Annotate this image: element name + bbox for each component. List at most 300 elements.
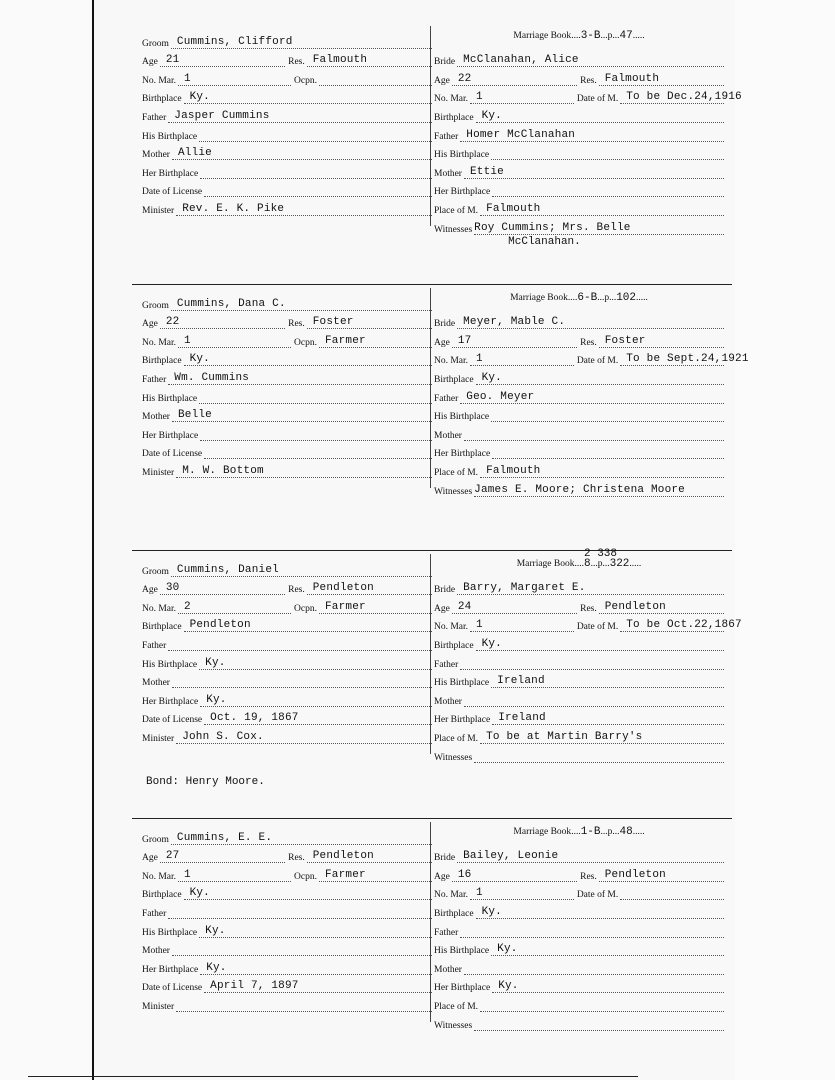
- field-row: [434, 845, 724, 864]
- field-value-line: [470, 353, 574, 366]
- field-row: [434, 49, 724, 68]
- field-value-line: [204, 446, 432, 459]
- field-row: [434, 956, 724, 975]
- field-label: His Birthplace: [142, 131, 198, 142]
- field-value: Ky.: [481, 371, 502, 384]
- field-label: No. Mar.: [142, 75, 177, 86]
- field-value-line: [491, 675, 724, 688]
- marriage-book-ref: 2 338 Marriage Book....8...p...322.....: [516, 548, 642, 570]
- field-label: Witnesses: [434, 752, 473, 763]
- field-label: Her Birthplace: [434, 187, 491, 198]
- field-label: His Birthplace: [434, 946, 490, 957]
- field-row: [142, 882, 432, 901]
- field-value-line: [452, 73, 577, 86]
- field-value: Falmouth: [486, 464, 541, 477]
- field-label: His Birthplace: [434, 678, 490, 689]
- field-value-line: [620, 353, 749, 366]
- marriage-book-label: Marriage Book: [516, 559, 575, 569]
- marriage-book-ref: Marriage Book....6-B...p...102.....: [510, 292, 648, 304]
- field-label: Her Birthplace: [434, 449, 491, 460]
- field-label: Her Birthplace: [434, 715, 491, 726]
- field-row: [142, 49, 432, 68]
- field-value-line: [319, 869, 432, 882]
- field-value: Oct. 19, 1867: [210, 712, 299, 725]
- field-value: Ky.: [206, 961, 227, 974]
- field-label: Res.: [288, 57, 305, 68]
- field-row: [434, 142, 724, 161]
- field-value: Cummins, E. E.: [176, 831, 273, 844]
- field-label: Bride: [434, 853, 456, 864]
- field-row: [434, 725, 724, 744]
- field-label: Mother: [434, 696, 462, 707]
- field-label: Minister: [142, 733, 175, 744]
- field-label: Age: [142, 57, 158, 68]
- field-value-line: [457, 850, 724, 863]
- field-value-line: [319, 601, 432, 614]
- field-value-line: [491, 409, 724, 422]
- field-value: Meyer, Mable C.: [463, 316, 566, 329]
- field-value-line: [464, 428, 724, 441]
- field-label: Date of License: [142, 983, 203, 994]
- field-row: [434, 216, 724, 248]
- field-label: Bride: [434, 319, 456, 330]
- field-value: Ky.: [189, 887, 210, 900]
- field-row: [142, 707, 432, 726]
- field-row: [434, 459, 724, 478]
- field-value: 1: [184, 334, 191, 347]
- field-label: Place of M.: [434, 733, 479, 744]
- field-label: Place of M.: [434, 1001, 479, 1012]
- field-label: Mother: [142, 150, 170, 161]
- field-row: [142, 104, 432, 123]
- field-label: Age: [142, 853, 158, 864]
- record-separator: [132, 818, 732, 819]
- field-value: Roy Cummins; Mrs. Belle: [474, 221, 631, 234]
- field-value-line: [168, 638, 432, 651]
- field-value-line: [200, 428, 432, 441]
- field-label: Father: [434, 659, 459, 670]
- field-label: Father: [434, 131, 459, 142]
- field-value-line: [599, 73, 724, 86]
- field-value-line: [476, 906, 724, 919]
- field-value: Pendleton: [604, 868, 666, 881]
- right-margin: [733, 0, 835, 1080]
- bride-column: [434, 292, 749, 497]
- field-value: Jasper Cummins: [174, 109, 270, 122]
- page-value: 322: [609, 558, 630, 570]
- field-value-line: [480, 465, 724, 478]
- field-value: 16: [457, 868, 472, 881]
- field-row: [434, 441, 724, 460]
- field-value: Falmouth: [312, 54, 368, 67]
- field-row: [434, 577, 724, 596]
- field-value: 1: [184, 72, 191, 85]
- field-value-line: [452, 335, 577, 348]
- field-value-line: [452, 869, 577, 882]
- field-value: McClanahan, Alice: [463, 54, 579, 67]
- field-value-line: [476, 638, 724, 651]
- field-row: [142, 459, 432, 478]
- field-value-line: [172, 675, 432, 688]
- field-value: M. W. Bottom: [182, 464, 264, 477]
- field-row: [142, 348, 432, 367]
- field-label: Res.: [580, 871, 597, 882]
- field-label: Witnesses: [434, 224, 473, 235]
- field-value-line: [620, 91, 742, 104]
- field-row: [434, 688, 724, 707]
- field-value: Ireland: [497, 675, 545, 688]
- field-value-line: [460, 391, 724, 404]
- field-row: [434, 104, 724, 123]
- field-label: Ocpn.: [294, 603, 317, 614]
- field-row: [142, 385, 432, 404]
- field-label: Father: [434, 393, 459, 404]
- field-label: His Birthplace: [434, 412, 490, 423]
- field-row: [434, 329, 724, 348]
- field-label: Birthplace: [434, 112, 474, 123]
- field-label: Date of License: [142, 449, 203, 460]
- field-row: [142, 826, 432, 845]
- field-value-line: [491, 147, 724, 160]
- field-row: [142, 688, 432, 707]
- field-label: Witnesses: [434, 486, 473, 497]
- field-value-line: [200, 962, 432, 975]
- field-label: Birthplace: [142, 890, 182, 901]
- field-row: [142, 123, 432, 142]
- field-row: [434, 632, 724, 651]
- field-label: Age: [142, 585, 158, 596]
- page-value: 102: [616, 292, 637, 304]
- field-value-line: [470, 887, 574, 900]
- field-row: [434, 366, 724, 385]
- field-value: Ky.: [481, 637, 502, 650]
- field-value: Falmouth: [486, 202, 541, 215]
- field-value-line: [176, 465, 432, 478]
- field-value-line: [474, 750, 724, 763]
- bride-column: [434, 548, 742, 763]
- field-label: No. Mar.: [434, 890, 469, 901]
- groom-column: [142, 826, 432, 1012]
- field-value-line: [204, 184, 432, 197]
- field-value-line: [470, 91, 574, 104]
- field-row: [434, 919, 724, 938]
- field-row: [142, 558, 432, 577]
- field-value: To be Oct.22,1867: [626, 619, 742, 632]
- field-value-line: [307, 54, 432, 67]
- field-row: [142, 577, 432, 596]
- field-label: Minister: [142, 1001, 175, 1012]
- field-value-line: [307, 582, 432, 595]
- field-label: Father: [142, 908, 167, 919]
- field-label: Age: [434, 871, 450, 882]
- marriage-book-label: Marriage Book: [513, 827, 572, 837]
- field-value: Cummins, Clifford: [176, 35, 293, 48]
- field-value-line: [184, 887, 432, 900]
- field-value-line: [184, 353, 432, 366]
- field-label: Mother: [142, 678, 170, 689]
- field-label: Groom: [142, 834, 169, 845]
- field-value-line: [199, 129, 432, 142]
- field-row: [434, 670, 724, 689]
- field-value-line: [620, 619, 742, 632]
- field-row: [142, 422, 432, 441]
- marriage-book-label: Marriage Book: [513, 31, 572, 41]
- field-value-line: [476, 110, 724, 123]
- field-row: [434, 1012, 724, 1031]
- field-value-line: [492, 712, 724, 725]
- field-value: 1: [476, 353, 483, 366]
- field-row: [142, 441, 432, 460]
- field-row: [434, 993, 724, 1012]
- field-value-line: [452, 601, 577, 614]
- page-value: 48: [619, 826, 633, 838]
- field-value-line: [178, 73, 291, 86]
- field-row: [434, 595, 724, 614]
- field-row: [434, 348, 749, 367]
- field-value-line: [160, 582, 285, 595]
- field-value: Ky.: [189, 91, 210, 104]
- field-value-line: [168, 906, 432, 919]
- field-row: [142, 197, 432, 216]
- field-row: [142, 725, 432, 744]
- field-value-line: [492, 446, 724, 459]
- field-row: [142, 614, 432, 633]
- field-value: James E. Moore; Christena Moore: [474, 483, 685, 496]
- bottom-separator: [28, 1076, 638, 1077]
- marriage-book-value: 6-B: [577, 292, 598, 304]
- field-row: [142, 30, 432, 49]
- field-value-line: [307, 316, 432, 329]
- field-label: Res.: [580, 337, 597, 348]
- field-label: His Birthplace: [142, 927, 198, 938]
- page-label: p.: [604, 293, 612, 303]
- field-label: Age: [434, 337, 450, 348]
- bride-column: [434, 826, 724, 1031]
- field-label: Bride: [434, 585, 456, 596]
- field-value-line: [480, 203, 724, 216]
- field-value: Ky.: [498, 980, 519, 993]
- field-value: 27: [165, 850, 180, 863]
- field-row: [434, 385, 724, 404]
- page-label: p.: [597, 559, 605, 569]
- field-value: Cummins, Dana C.: [176, 297, 286, 310]
- field-value: 30: [165, 582, 180, 595]
- field-row: [142, 651, 432, 670]
- field-value: Cummins, Daniel: [176, 563, 279, 576]
- field-value-line: [171, 564, 432, 577]
- field-label: Birthplace: [434, 908, 474, 919]
- marriage-book-label: Marriage Book: [510, 293, 568, 303]
- field-row: [142, 595, 432, 614]
- marriage-book-ref: Marriage Book....1-B...p...48.....: [513, 826, 645, 838]
- field-row: [434, 744, 724, 763]
- field-value-line: [319, 335, 432, 348]
- field-value-line: [160, 850, 285, 863]
- field-value-line: [168, 372, 432, 385]
- field-value-line: [460, 657, 724, 670]
- field-label: Birthplace: [434, 640, 474, 651]
- field-value: 1: [476, 91, 483, 104]
- field-value: Ky.: [481, 905, 502, 918]
- field-value-line: [178, 601, 291, 614]
- field-value: Farmer: [325, 600, 366, 613]
- field-value-line: [204, 980, 432, 993]
- field-value-line: [464, 962, 724, 975]
- field-row: [434, 900, 724, 919]
- field-label: Father: [434, 927, 459, 938]
- field-value: 21: [165, 54, 180, 67]
- field-row: [142, 632, 432, 651]
- field-row: [142, 142, 432, 161]
- field-row: [142, 670, 432, 689]
- field-value-line: [464, 694, 724, 707]
- field-row: [142, 956, 432, 975]
- field-value-line: [492, 980, 724, 993]
- field-label: Mother: [142, 412, 170, 423]
- field-label: His Birthplace: [142, 659, 198, 670]
- field-row: [142, 404, 432, 423]
- field-label: Ocpn.: [294, 871, 317, 882]
- field-value-line: [178, 869, 291, 882]
- field-row: [434, 478, 724, 497]
- marriage-record: [132, 818, 732, 1058]
- field-label: Ocpn.: [294, 75, 317, 86]
- field-value-line: [319, 73, 432, 86]
- field-label: Ocpn.: [294, 337, 317, 348]
- field-row: [434, 179, 724, 198]
- field-row: [434, 975, 724, 994]
- marriage-book-value: 3-B: [580, 30, 601, 42]
- field-row: [434, 123, 724, 142]
- field-row: [434, 86, 742, 105]
- field-value-line: [171, 298, 432, 311]
- field-value-line: [200, 166, 432, 179]
- marriage-record: [132, 284, 749, 524]
- field-row: [142, 938, 432, 957]
- field-value-line: [176, 731, 432, 744]
- field-label: Father: [142, 374, 167, 385]
- field-label: Date of M.: [576, 622, 619, 633]
- field-value-line: [204, 712, 432, 725]
- field-value-line: [199, 657, 432, 670]
- field-value: Ky.: [189, 353, 210, 366]
- field-row: [142, 292, 432, 311]
- field-value-line: [480, 999, 724, 1012]
- field-label: No. Mar.: [434, 356, 469, 367]
- field-value-line: [184, 91, 432, 104]
- field-label: Date of License: [142, 715, 203, 726]
- field-value-line: [172, 943, 432, 956]
- field-label: Date of M.: [576, 356, 619, 367]
- field-value: Ky.: [205, 656, 226, 669]
- field-label: Mother: [434, 430, 462, 441]
- field-label: Age: [434, 603, 450, 614]
- bond-note: Bond: Henry Moore.: [146, 776, 265, 788]
- field-value: Pendleton: [312, 582, 374, 595]
- field-label: Father: [142, 640, 167, 651]
- field-label: Father: [142, 112, 167, 123]
- field-value: Falmouth: [604, 72, 660, 85]
- field-value: 22: [165, 316, 180, 329]
- marriage-record: [132, 22, 742, 262]
- field-label: Groom: [142, 566, 169, 577]
- field-value: 24: [457, 600, 472, 613]
- field-value: Pendleton: [312, 850, 374, 863]
- field-value-line: [474, 221, 724, 248]
- field-label: No. Mar.: [434, 94, 469, 105]
- field-label: His Birthplace: [434, 150, 490, 161]
- field-row: [434, 614, 742, 633]
- field-label: Res.: [288, 319, 305, 330]
- field-value: Ky.: [205, 924, 226, 937]
- field-label: Age: [142, 319, 158, 330]
- field-label: Res.: [288, 853, 305, 864]
- field-value-line: [599, 869, 724, 882]
- field-value-line: [176, 203, 432, 216]
- marriage-book-ref: Marriage Book....3-B...p...47.....: [513, 30, 645, 42]
- field-value-line: [620, 887, 724, 900]
- field-value-line: [199, 925, 432, 938]
- field-value: Ky.: [497, 943, 518, 956]
- field-label: Age: [434, 75, 450, 86]
- field-value: 22: [457, 72, 472, 85]
- field-value-line: [491, 943, 724, 956]
- field-value: John S. Cox.: [182, 730, 264, 743]
- field-value-continued: McClanahan.: [508, 235, 581, 248]
- field-value-line: [171, 36, 432, 49]
- field-row: [434, 422, 724, 441]
- field-label: Groom: [142, 38, 169, 49]
- left-margin: [0, 0, 92, 1080]
- field-value-line: [184, 619, 432, 632]
- field-label: No. Mar.: [142, 337, 177, 348]
- groom-column: [142, 558, 432, 744]
- field-label: Mother: [434, 168, 462, 179]
- field-value: To be Dec.24,1916: [626, 91, 742, 104]
- field-row: [142, 366, 432, 385]
- field-value-line: [172, 409, 432, 422]
- field-value-line: [160, 54, 285, 67]
- field-value-line: [457, 316, 724, 329]
- field-row: [434, 404, 724, 423]
- field-label: Her Birthplace: [142, 430, 199, 441]
- field-value-line: [480, 731, 724, 744]
- field-label: Her Birthplace: [434, 983, 491, 994]
- groom-column: [142, 30, 432, 216]
- field-row: [142, 975, 432, 994]
- field-value-line: [464, 166, 724, 179]
- field-value: Ettie: [469, 165, 504, 178]
- field-row: [142, 160, 432, 179]
- field-row: [142, 86, 432, 105]
- field-value: Homer McClanahan: [466, 128, 576, 141]
- field-label: Minister: [142, 467, 175, 478]
- marriage-book-value: 8: [583, 558, 591, 570]
- field-value-line: [492, 184, 724, 197]
- field-value: Barry, Margaret E.: [463, 582, 586, 595]
- field-row: [434, 197, 724, 216]
- field-value: Foster: [604, 334, 646, 347]
- field-value: Ky.: [481, 109, 502, 122]
- field-value: 1: [476, 619, 483, 632]
- field-label: Place of M.: [434, 467, 479, 478]
- field-value: Pendleton: [604, 600, 666, 613]
- field-value-line: [474, 1018, 724, 1031]
- marriage-record: [132, 548, 742, 790]
- page-label: p.: [607, 31, 615, 41]
- field-value: 1: [476, 887, 483, 900]
- field-label: No. Mar.: [142, 871, 177, 882]
